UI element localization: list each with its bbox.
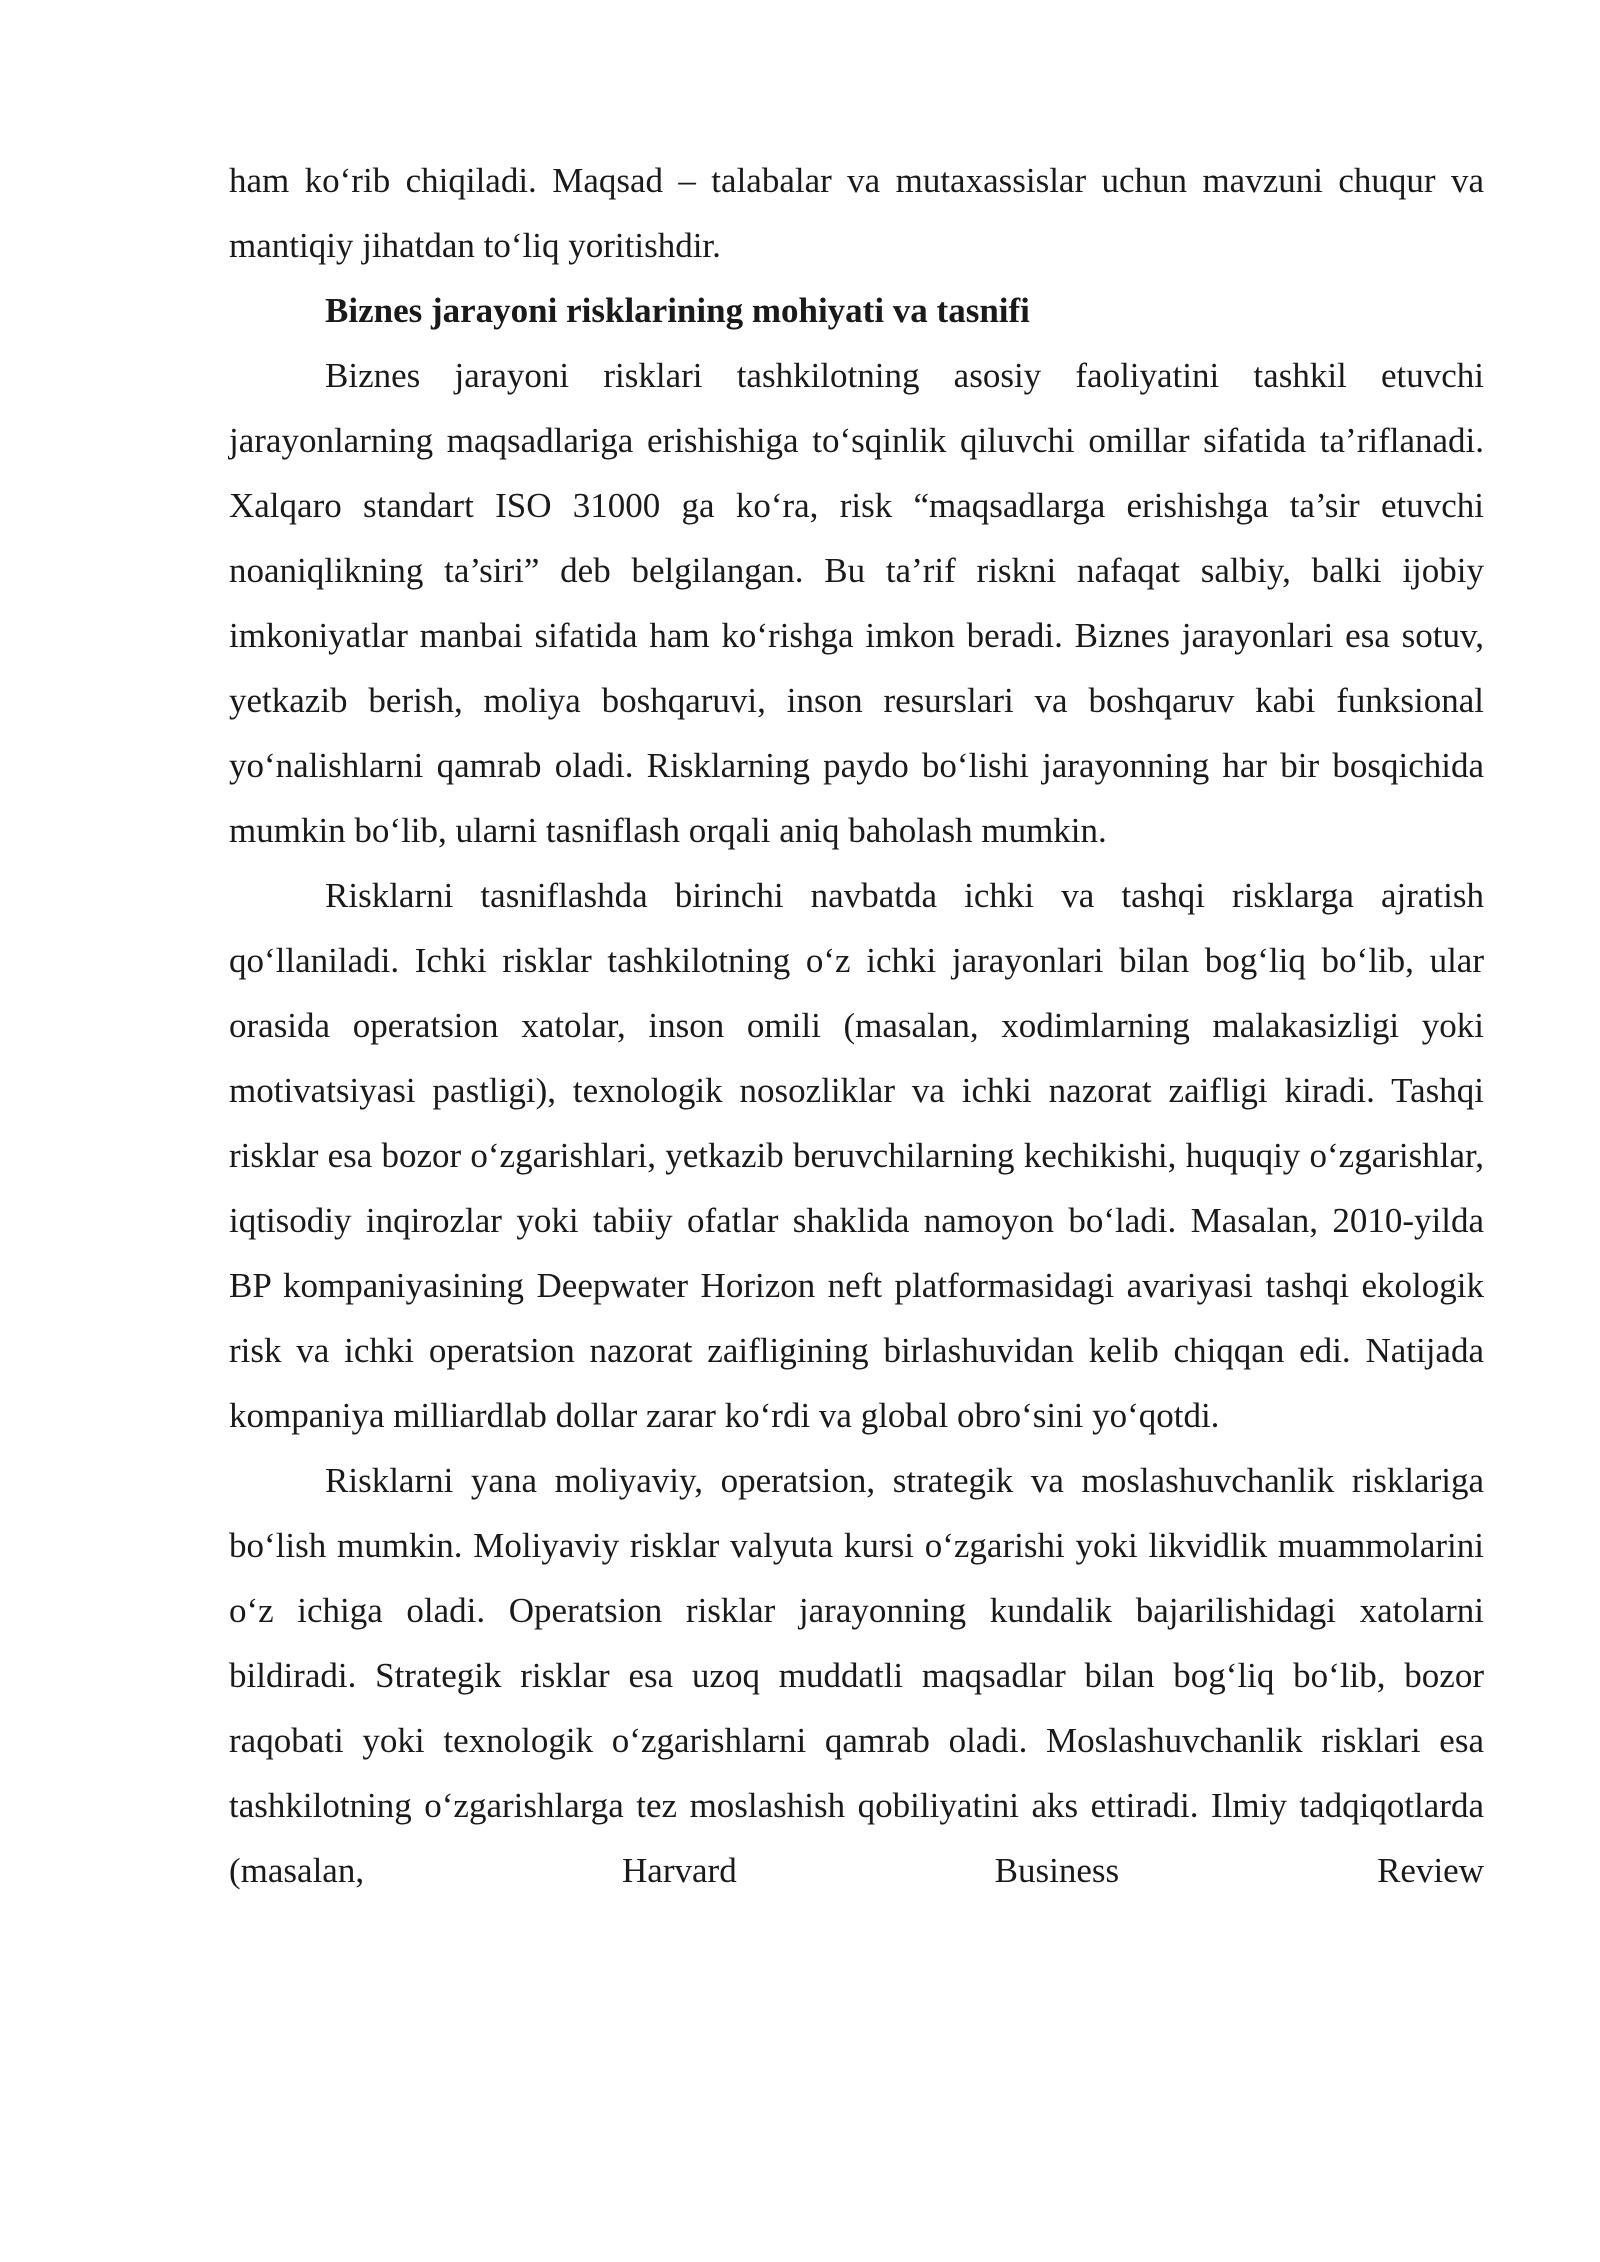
paragraph-intro-continuation: ham ko‘rib chiqiladi. Maqsad – talabalar va mutaxassislar uchun mavzuni chuqur va mantiqiy jihatdan to‘liq yoritishdir. xyxy=(229,161,1484,265)
paragraph-internal-external-risks: Risklarni tasniflashda birinchi navbatda ichki va tashqi risklarga ajratish qo‘llaniladi. Ichki risklar tashkilotning o‘z ichki jarayonlari bilan bog‘liq bo‘lib, ular orasida operatsion xatolar, inson omili (masalan, xodimlarning malakasizligi yoki motivatsiyasi pastligi), texnologik nosozliklar va ichki nazorat zaifligi kiradi. Tashqi risklar esa bozor o‘zgarishlari, yetkazib beruvchilarning kechikishi, huquqiy o‘zgarishlar, iqtisodiy inqirozlar yoki tabiiy ofatlar shaklida namoyon bo‘ladi. Masalan, 2010-yilda BP kompaniyasining Deepwater Horizon neft platformasidagi avariyasi tashqi ekologik risk va ichki operatsion nazorat zaifligining birlashuvidan kelib chiqqan edi. Natijada kompaniya milliardlab dollar zarar ko‘rdi va global obro‘sini yo‘qotdi. xyxy=(229,876,1484,1435)
paragraph-definition: Biznes jarayoni risklari tashkilotning asosiy faoliyatini tashkil etuvchi jarayonlarning maqsadlariga erishishiga to‘sqinlik qiluvchi omillar sifatida ta’riflanadi. Xalqaro standart ISO 31000 ga ko‘ra, risk “maqsadlarga erishishga ta’sir etuvchi noaniqlikning ta’siri” deb belgilangan. Bu ta’rif riskni nafaqat salbiy, balki ijobiy imkoniyatlar manbai sifatida ham ko‘rishga imkon beradi. Biznes jarayonlari esa sotuv, yetkazib berish, moliya boshqaruvi, inson resurslari va boshqaruv kabi funksional yo‘nalishlarni qamrab oladi. Risklarning paydo bo‘lishi jarayonning har bir bosqichida mumkin bo‘lib, ularni tasniflash orqali aniq baholash mumkin. xyxy=(229,356,1484,850)
section-heading: Biznes jarayoni risklarining mohiyati va tasnifi xyxy=(325,291,1030,330)
paragraph-risk-categories: Risklarni yana moliyaviy, operatsion, strategik va moslashuvchanlik risklariga bo‘lish mumkin. Moliyaviy risklar valyuta kursi o‘zgarishi yoki likvidlik muammolarini o‘z ichiga oladi. Operatsion risklar jarayonning kundalik bajarilishidagi xatolarni bildiradi. Strategik risklar esa uzoq muddatli maqsadlar bilan bog‘liq bo‘lib, bozor raqobati yoki texnologik o‘zgarishlarni qamrab oladi. Moslashuvchanlik risklari esa tashkilotning o‘zgarishlarga tez moslashish qobiliyatini aks ettiradi. Ilmiy tadqiqotlarda (masalan, Harvard Business Review xyxy=(229,1461,1484,1890)
document-body xyxy=(229,148,1484,1903)
